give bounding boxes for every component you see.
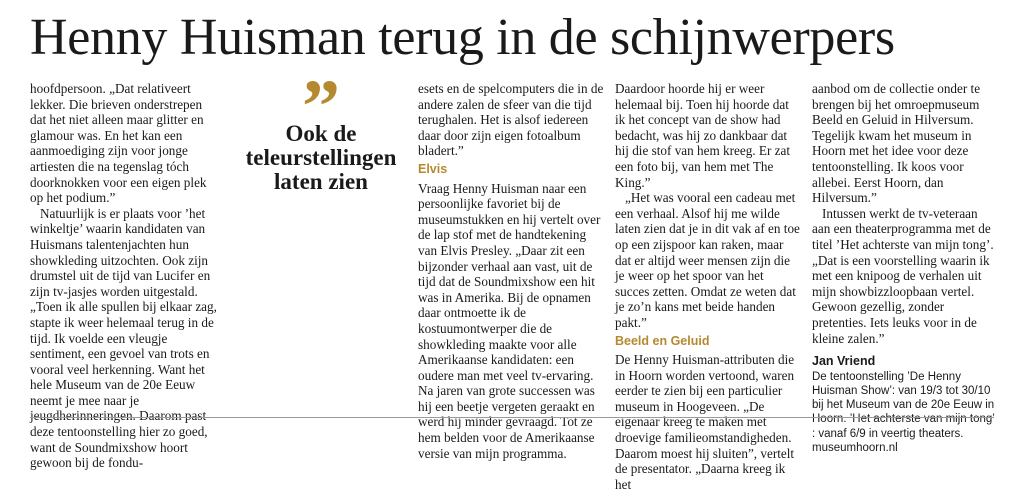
pull-quote [236,80,406,194]
col4-paragraph-2: „Het was vooral een cadeau met een verhaal. Alsof hij me wilde laten zien dat je in dit vak af en toe op een zijspoor kan raken, maar dat er altijd weer mensen zijn die je weer op het spoor van het succes zetten. Omdat ze weten dat je zo’n kans met beide handen pakt.” [615,190,800,330]
bottom-rule [30,417,994,418]
col1-paragraph-1: hoofdpersoon. „Dat relativeert lekker. Die brieven onderstrepen dat het niet alleen maar glitter en glamour was. En het kan een aanmoediging zijn voor jonge artiesten die na tegenslag tóch doorknokken voor een eigen plek op het podium.” [30,81,207,206]
col1-paragraph-2: Natuurlijk is er plaats voor ’het winkeltje’ waarin kandidaten van Huismans talentenjachten hun showkleding uitzochten. Ook zijn drumstel uit de tijd van Lucifer en zijn tv-jasjes worden uitgestald. „Toen ik alle spullen bij elkaar zag, stapte ik weer helemaal terug in de tijd. Ik voelde een vleugje sentiment, een gevoel van trots en vooral veel herkenning. Want het hele Museum van de 20e Eeuw neemt je mee naar je jeugdherinneringen. Daarom past deze tentoonstelling hier zo goed, want de Soundmixshow hoort gewoon bij de fondu- [30,205,217,471]
headline: Henny Huisman terug in de schijnwerpers [30,9,895,66]
column-5 [812,81,998,455]
column-4 [615,81,801,492]
subheading-elvis: Elvis [418,161,448,176]
quote-mark-icon [236,80,406,120]
pull-quote-text: Ook de teleurstellingen laten zien [245,121,397,194]
col3-paragraph-1: esets en de spelcomputers die in de andere zalen de sfeer van die tijd terughalen. Het is alsof iedereen daar door zijn eigen fotoalbum bladert.” [418,81,604,159]
column-3 [418,81,604,461]
byline: Jan Vriend [812,354,876,369]
col5-paragraph-1: aanbod om de collectie onder te brengen bij het omroepmuseum Beeld en Geluid in Hilversum. Tegelijk kwam het museum in Hoorn met het idee voor deze tentoonstelling. Ik koos voor allebei. Eerst Hoorn, dan Hilversum.” [812,81,981,206]
col5-paragraph-2: Intussen werkt de tv-veteraan aan een theaterprogramma met de titel ’Het achterste van mijn tong’. „Dat is een voorstelling waarin ik met een knipoog de verhalen uit mijn showbizzloopbaan vertel. Gewoon gezellig, zonder pretenties. Iets leuks voor in de kleine zalen.” [812,205,994,346]
column-1 [30,81,218,471]
exhibition-info: De tentoonstelling ’De Henny Huisman Show’: van 19/3 tot 30/10 bij het Museum van de 20e Eeuw in Hoorn. ’Het achterste van mijn tong’ : vanaf 6/9 in veertig theaters. museumhoorn.nl [812,370,995,454]
col3-paragraph-2: Vraag Henny Huisman naar een persoonlijke favoriet bij de museumstukken en hij vertelt over de lap stof met de handtekening van Elvis Presley. „Daar zit een bijzonder verhaal aan vast, uit de tijd dat de Soundmixshow een hit was in Amerika. Bij de opnamen daar ontmoette ik de kostuumontwerper die de showkleding maakte voor alle Amerikaanse kandidaten: een oudere man met veel tv-ervaring. Na jaren van grote successen was hij een beetje vergeten geraakt en werd hij minder gevraagd. Tot ze hem belden voor de Amerikaanse versie van mijn programma. [418,180,601,461]
col4-paragraph-3: De Henny Huisman-attributen die in Hoorn worden vertoond, waren eerder te zien bij een particulier museum in Hoogeveen. „De eigenaar kreeg te maken met droevige familieomstandigheden. Daarom moest hij sluiten”, vertelt de presentator. „Daarna kreeg ik het [615,352,795,492]
col4-paragraph-1: Daardoor hoorde hij er weer helemaal bij. Toen hij hoorde dat ik het concept van de show had bedacht, was hij zo dankbaar dat hij die stof van hem kreeg. Er zat een foto bij, van hem met The King.” [615,81,791,190]
subheading-beeld-en-geluid: Beeld en Geluid [615,333,710,348]
